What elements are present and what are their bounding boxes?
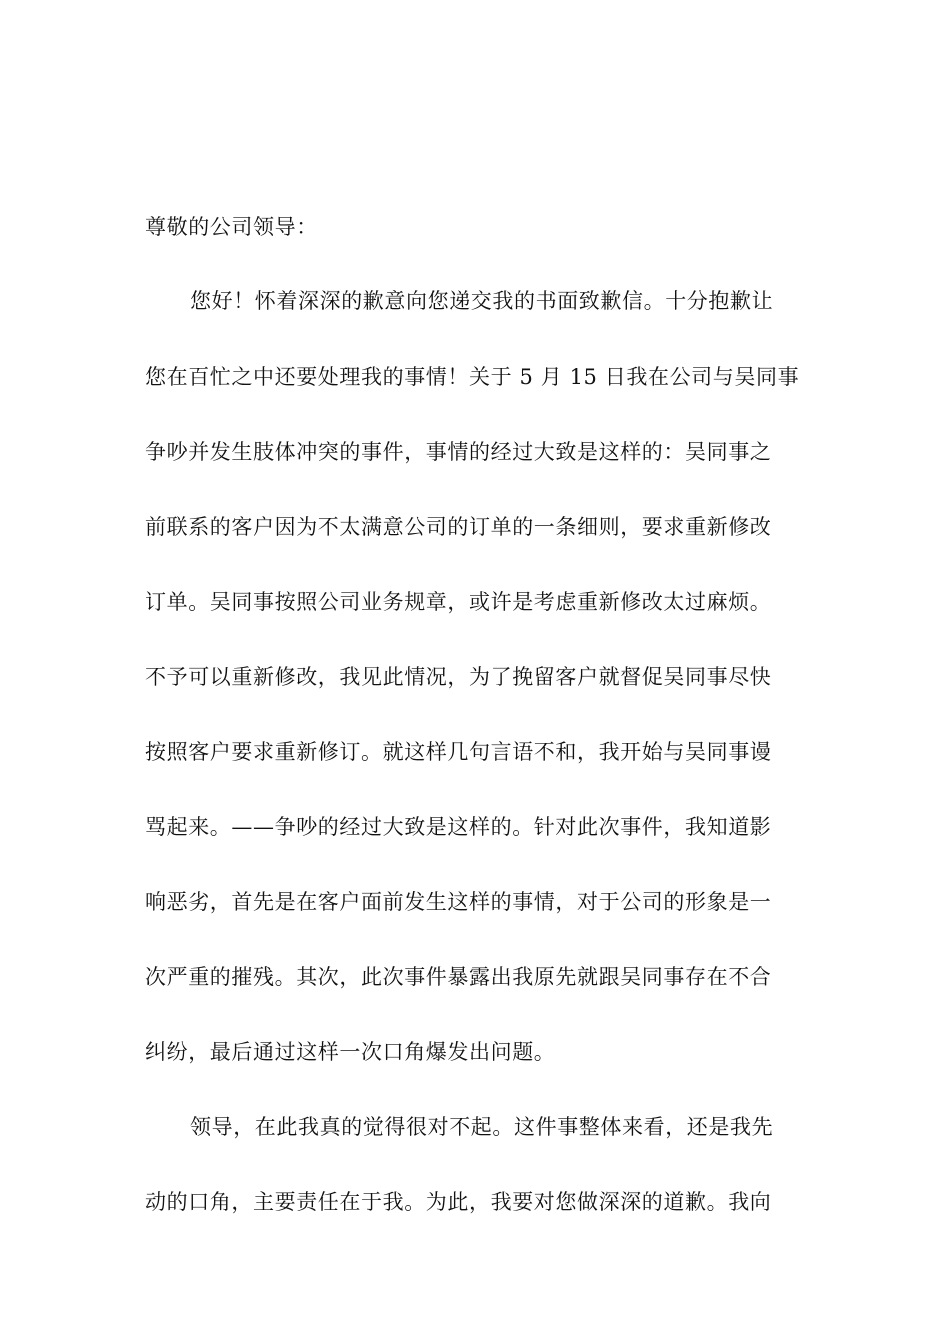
paragraph-line: 前联系的客户因为不太满意公司的订单的一条细则，要求重新修改 [145,515,772,539]
salutation: 尊敬的公司领导： [145,215,318,239]
paragraph-line: 按照客户要求重新修订。就这样几句言语不和，我开始与吴同事谩 [145,740,772,764]
paragraph-line: 响恶劣，首先是在客户面前发生这样的事情，对于公司的形象是一 [145,890,772,914]
paragraph-line: 不予可以重新修改，我见此情况，为了挽留客户就督促吴同事尽快 [145,665,772,689]
paragraph-line: 骂起来。——争吵的经过大致是这样的。针对此次事件，我知道影 [145,815,772,839]
paragraph-line: 领导，在此我真的觉得很对不起。这件事整体来看，还是我先 [190,1115,774,1139]
paragraph-line: 订单。吴同事按照公司业务规章，或许是考虑重新修改太过麻烦。 [145,590,772,614]
paragraph-line: 次严重的摧残。其次，此次事件暴露出我原先就跟吴同事存在不合 [145,965,772,989]
paragraph-line: 您在百忙之中还要处理我的事情！关于 5 月 15 日我在公司与吴同事 [145,365,800,389]
paragraph-line: 您好！怀着深深的歉意向您递交我的书面致歉信。十分抱歉让 [190,289,774,313]
paragraph-line: 纠纷，最后通过这样一次口角爆发出问题。 [145,1040,556,1064]
paragraph-line: 争吵并发生肢体冲突的事件，事情的经过大致是这样的：吴同事之 [145,440,772,464]
paragraph-line: 动的口角，主要责任在于我。为此，我要对您做深深的道歉。我向 [145,1190,772,1214]
